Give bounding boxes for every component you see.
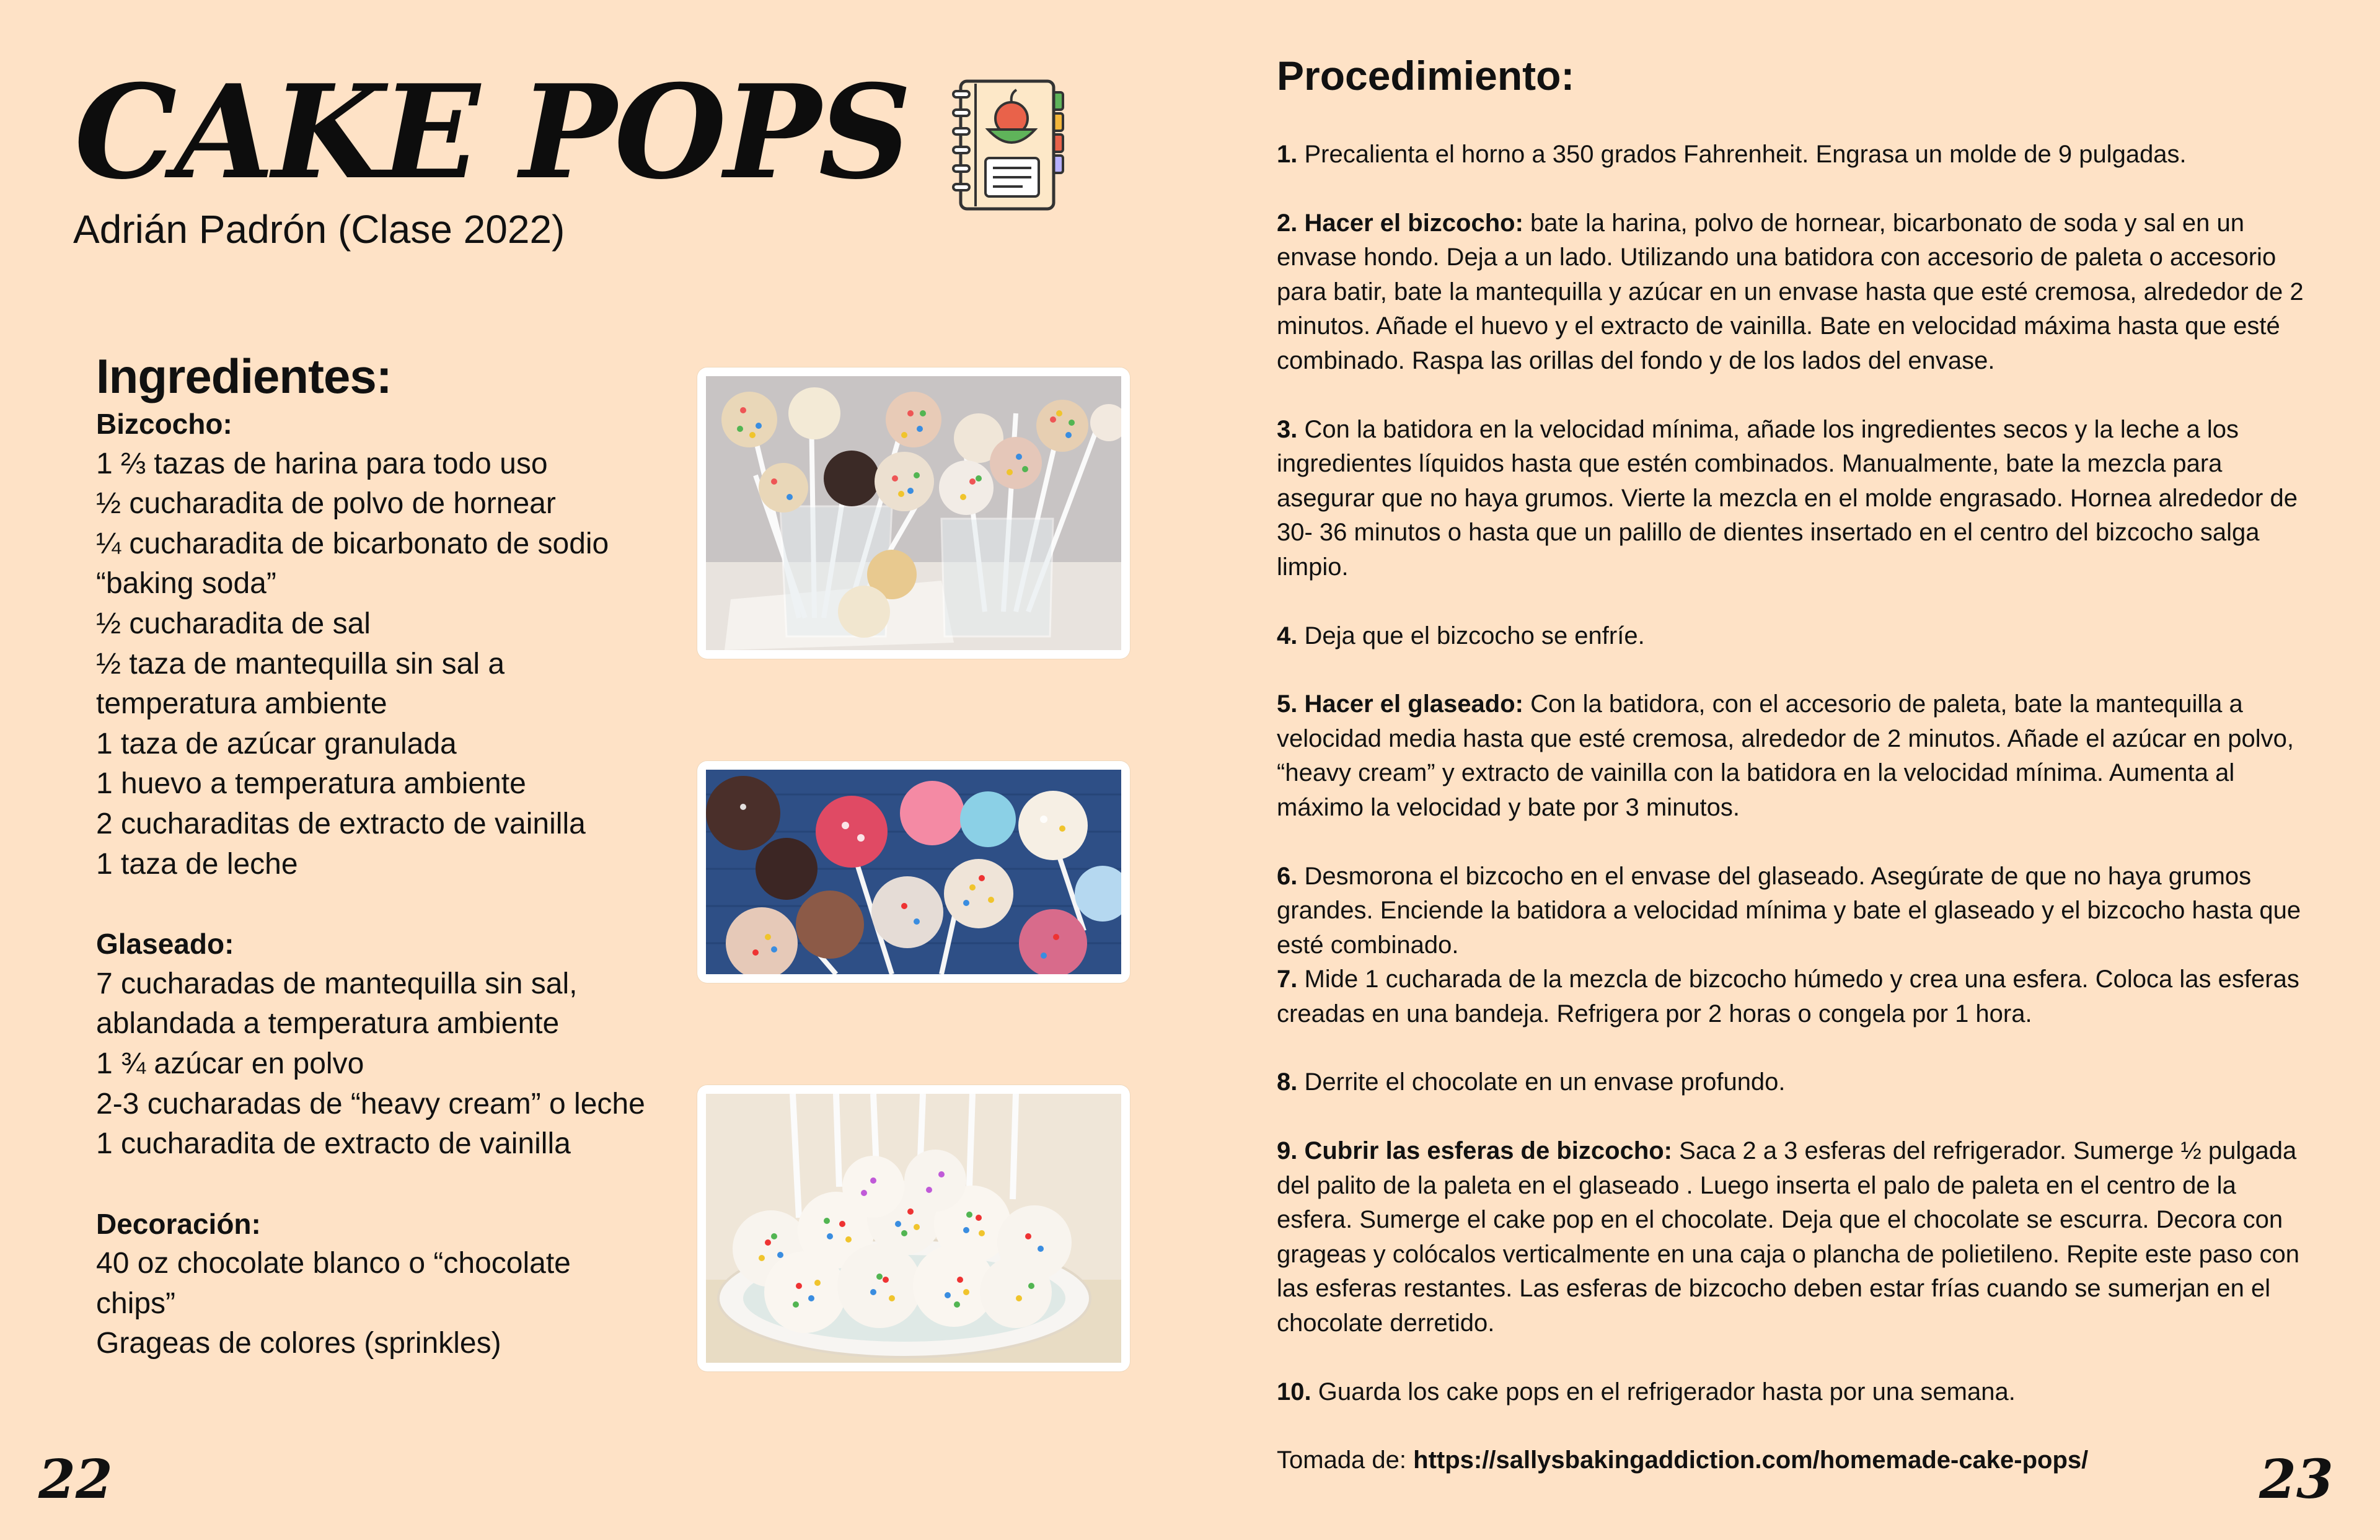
procedure-step-9 [1277,1134,2306,1341]
step-text: Con la batidora, con el accesorio de paleta, bate la mantequilla a velocidad media hasta que esté cremosa, alrededor de 2 minutos. Añade el azúcar en polvo, “heavy cream” y extracto de vainilla con la batidora en la velocidad mínima. Aumenta al máximo la velocidad y bate por 3 minutos. [1277,690,2294,821]
step-number: 4. [1277,622,1298,649]
cake-pops-glasses-photo [697,367,1130,659]
step-text: bate la harina, polvo de hornear, bicarbonato de soda y sal en un envase hondo. Deja a un lado. Utilizando una batidora con accesorio de paleta o accesorio para batir, bate la mantequilla y azúcar en un envase hasta que esté cremosa, alrededor de 2 minutos. Añade el huevo y el extracto de vainilla. Bate en velocidad máxima hasta que esté combinado. Raspa las orillas del fondo y de los lados del envase. [1277,209,2304,374]
step-number: 7. [1277,966,1298,993]
step-number: 8. [1277,1068,1298,1096]
procedure-step-5 [1277,687,2306,825]
ingredient-line: 7 cucharadas de mantequilla sin sal, [96,967,578,1000]
page-number-right: 23 [2259,1448,2334,1511]
ingredient-line: 1 ⅔ tazas de harina para todo uso [96,447,548,480]
procedure-heading: Procedimiento: [1277,53,1575,99]
step-number: 2. [1277,209,1298,237]
step-text: Mide 1 cucharada de la mezcla de bizcocho húmedo y crea una esfera. Coloca las esferas creadas en una bandeja. Refrigera por 2 horas o congela por 1 hora. [1277,966,2299,1027]
procedure-step-1 [1277,138,2306,172]
step-text: Guarda los cake pops en el refrigerador hasta por una semana. [1318,1378,2016,1406]
step-text: Deja que el bizcocho se enfríe. [1304,622,1645,649]
procedure-step-4 [1277,619,2306,654]
cake-pops-plate-photo [697,1085,1130,1371]
procedure-step-6 [1277,860,2306,963]
ingredient-line: chips” [96,1287,176,1320]
procedure-step-8 [1277,1065,2306,1100]
step-title: Cubrir las esferas de bizcocho: [1304,1137,1672,1165]
ingredient-line: ¼ cucharadita de bicarbonato de sodio [96,527,609,560]
procedure-step-7 [1277,962,2306,1031]
step-number: 3. [1277,415,1298,443]
ingredient-line: 1 cucharadita de extracto de vainilla [96,1127,571,1161]
author-line: Adrián Padrón (Clase 2022) [73,207,565,252]
step-title: Hacer el glaseado: [1304,690,1523,718]
step-number: 5. [1277,690,1298,718]
ingredient-line: ½ cucharadita de sal [96,607,371,640]
procedure-section [1277,51,2306,1478]
recipe-book-icon [948,77,1082,214]
ingredient-line: ablandada a temperatura ambiente [96,1007,560,1041]
step-text: Desmorona el bizcocho en el envase del glaseado. Asegúrate de que no haya grumos grandes. Enciende la batidora a velocidad mínima y bate el glaseado y el bizcocho hasta que esté combinado. [1277,862,2301,959]
ingredients-section [96,348,685,1364]
step-text: Derrite el chocolate en un envase profundo. [1304,1068,1786,1096]
ingredients-heading: Ingredientes: [96,349,392,403]
procedure-step-3 [1277,413,2306,585]
source-line [1277,1443,2306,1478]
step-number: 10. [1277,1378,1311,1406]
ingredient-line: 1 taza de azúcar granulada [96,727,457,760]
procedure-step-10 [1277,1375,2306,1410]
bizcocho-label: Bizcocho: [96,408,232,440]
page-number-left: 22 [38,1448,113,1511]
ingredient-line: 2-3 cucharadas de “heavy cream” o leche [96,1087,645,1120]
ingredient-line: ½ taza de mantequilla sin sal a [96,647,505,680]
source-label: Tomada de: [1277,1446,1407,1474]
ingredient-line: 40 oz chocolate blanco o “chocolate [96,1247,571,1280]
ingredient-line: ½ cucharadita de polvo de hornear [96,487,556,521]
ingredient-line: Grageas de colores (sprinkles) [96,1327,501,1360]
step-number: 6. [1277,862,1298,890]
ingredient-line: temperatura ambiente [96,687,387,721]
recipe-title: CAKE POPS [74,57,909,208]
step-number: 9. [1277,1137,1298,1165]
step-number: 1. [1277,141,1298,168]
ingredient-line: 1 ¾ azúcar en polvo [96,1047,364,1080]
ingredient-line: 1 huevo a temperatura ambiente [96,767,526,801]
ingredient-line: 1 taza de leche [96,847,298,881]
glaseado-label: Glaseado: [96,928,234,961]
step-text: Saca 2 a 3 esferas del refrigerador. Sumerge ½ pulgada del palito de la paleta en el glaseado . Luego inserta el palo de paleta en el centro de la esfera. Sumerge el cake pop en el chocolate. Deja que el chocolate se escurra. Decora con grageas y colócalos verticalmente en una caja o plancha de polietileno. Repite este paso con las esferas restantes. Las esferas de bizcocho deben estar frías cuando se sumerjan en el chocolate derretido. [1277,1137,2299,1337]
decoracion-label: Decoración: [96,1207,261,1240]
procedure-step-2 [1277,206,2306,379]
ingredient-line: 2 cucharaditas de extracto de vainilla [96,807,586,840]
cake-pops-on-mat-photo [697,761,1130,983]
step-text: Con la batidora en la velocidad mínima, añade los ingredientes secos y la leche a los ingredientes líquidos hasta que estén combinados. Manualmente, bate la mezcla para asegurar que no haya grumos. Vierte la mezcla en el molde engrasado. Hornea alrededor de 30- 36 minutos o hasta que un palillo de dientes insertado en el centro del bizcocho salga limpio. [1277,415,2298,581]
source-link[interactable]: https://sallysbakingaddiction.com/homemade-cake-pops/ [1413,1446,2089,1474]
step-text: Precalienta el horno a 350 grados Fahrenheit. Engrasa un molde de 9 pulgadas. [1304,141,2187,168]
step-title: Hacer el bizcocho: [1304,209,1523,237]
ingredient-line: “baking soda” [96,567,276,601]
